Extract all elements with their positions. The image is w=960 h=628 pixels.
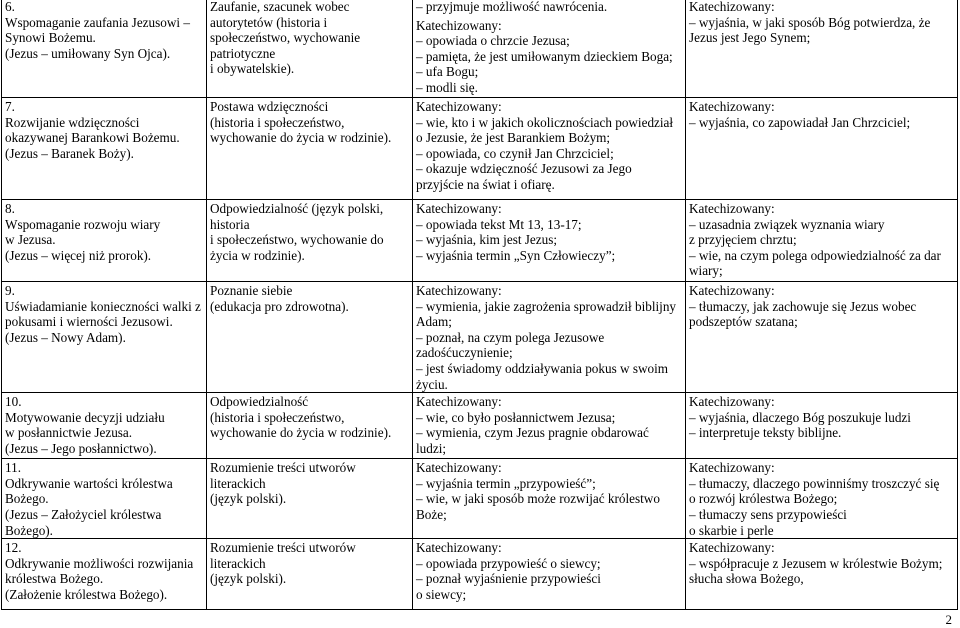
basic-requirements-cell-line: – jest świadomy oddziaływania pokus w swoim <box>416 360 668 376</box>
extended-requirements-cell-line: – tłumaczy, jak zachowuje się Jezus wobec <box>689 298 917 314</box>
basic-requirements-cell-line: – opowiada przypowieść o siewcy; <box>416 555 601 571</box>
extended-requirements-cell-line: Katechizowany: <box>689 394 775 410</box>
goals-cell-line: literackich <box>210 475 266 491</box>
basic-requirements-cell-line: Katechizowany: <box>416 99 502 114</box>
table-row <box>2 98 958 200</box>
basic-requirements-cell-line: Katechizowany: <box>416 540 502 556</box>
basic-requirements-cell-line: ludzi; <box>416 440 447 456</box>
topic-cell-line: Odkrywanie możliwości rozwijania <box>5 555 194 571</box>
basic-requirements-cell-line: – opowiada o chrzcie Jezusa; <box>416 33 570 49</box>
topic-cell <box>2 0 207 98</box>
basic-requirements-cell-line: – pamięta, że jest umiłowanym dzieckiem Boga; <box>416 48 673 64</box>
topic-cell-line: (Jezus – Założyciel królestwa <box>5 506 162 522</box>
extended-requirements-cell <box>686 200 958 282</box>
goals-cell-line: autorytetów (historia i <box>210 14 328 30</box>
topic-cell-line: 9. <box>5 283 15 298</box>
basic-requirements-cell-line: – wyjaśnia, kim jest Jezus; <box>416 232 558 248</box>
basic-requirements-cell-line: Katechizowany: <box>416 394 502 410</box>
basic-requirements-cell-line: Katechizowany: <box>416 460 502 476</box>
basic-requirements-cell-group <box>416 394 682 456</box>
goals-cell <box>207 0 413 98</box>
extended-requirements-cell-group <box>689 460 954 538</box>
goals-cell <box>207 393 413 459</box>
topic-cell-line: (Jezus – Nowy Adam). <box>5 329 126 345</box>
page-number: 2 <box>945 612 952 627</box>
basic-requirements-cell-group <box>416 18 682 96</box>
basic-requirements-cell <box>413 0 686 98</box>
goals-cell-line: Rozumienie treści utworów <box>210 460 356 476</box>
goals-cell-line: i społeczeństwo, wychowanie do <box>210 232 384 248</box>
goals-cell-line: (język polski). <box>210 491 287 507</box>
basic-requirements-cell-line: Katechizowany: <box>416 283 502 298</box>
extended-requirements-cell-line: Katechizowany: <box>689 460 775 476</box>
extended-requirements-cell-group <box>689 540 954 587</box>
goals-cell-line: (edukacja pro zdrowotna). <box>210 298 349 314</box>
extended-requirements-cell-line: słucha słowa Bożego, <box>689 571 804 587</box>
extended-requirements-cell-line: – wyjaśnia, co zapowiadał Jan Chrzciciel; <box>689 114 911 130</box>
extended-requirements-cell-line: o rozwój królestwa Bożego; <box>689 491 838 507</box>
extended-requirements-cell-line: – współpracuje z Jezusem w królestwie Bożym; <box>689 555 943 571</box>
extended-requirements-cell-group <box>689 201 954 279</box>
extended-requirements-cell-line: Katechizowany: <box>689 283 775 298</box>
basic-requirements-cell-line: Adam; <box>416 314 452 330</box>
topic-cell-line: (Jezus – Baranek Boży). <box>5 145 134 161</box>
goals-cell <box>207 282 413 393</box>
basic-requirements-cell-line: – wie, co było posłannictwem Jezusa; <box>416 409 616 425</box>
extended-requirements-cell <box>686 98 958 200</box>
basic-requirements-cell-line: – okazuje wdzięczność Jezusowi za Jego <box>416 161 632 177</box>
topic-cell-line: Uświadamianie konieczności walki z <box>5 298 201 314</box>
topic-cell-line: w Jezusa. <box>5 232 56 248</box>
table-row <box>2 459 958 539</box>
basic-requirements-cell-line: – ufa Bogu; <box>416 64 479 80</box>
basic-requirements-cell <box>413 98 686 200</box>
topic-cell-line: Bożego. <box>5 491 49 507</box>
goals-cell-line: i obywatelskie). <box>210 61 295 77</box>
basic-requirements-cell-line: zadośćuczynienie; <box>416 345 513 361</box>
topic-cell-line: Rozwijanie wdzięczności <box>5 114 140 130</box>
basic-requirements-cell-line: – opowiada, co czynił Jan Chrzciciel; <box>416 145 614 161</box>
basic-requirements-cell <box>413 200 686 282</box>
basic-requirements-cell-line: Boże; <box>416 506 447 522</box>
goals-cell <box>207 98 413 200</box>
extended-requirements-cell-line: – wie, na czym polega odpowiedzialność za dar <box>689 247 941 263</box>
goals-cell-line: (język polski). <box>210 571 287 587</box>
basic-requirements-cell-line: Katechizowany: <box>416 201 502 216</box>
basic-requirements-cell-line: Katechizowany: <box>416 17 502 33</box>
extended-requirements-cell-line: – tłumaczy, dlaczego powinniśmy troszczyć się <box>689 475 940 491</box>
topic-cell-line: Wspomaganie rozwoju wiary <box>5 216 161 232</box>
basic-requirements-cell <box>413 539 686 610</box>
extended-requirements-cell-line: – tłumaczy sens przypowieści <box>689 506 847 522</box>
basic-requirements-cell <box>413 282 686 393</box>
basic-requirements-cell-line: – poznał, na czym polega Jezusowe <box>416 329 605 345</box>
goals-cell <box>207 200 413 282</box>
extended-requirements-cell-group <box>689 394 954 441</box>
basic-requirements-cell-line: – wyjaśnia termin „przypowieść”; <box>416 475 596 491</box>
topic-cell <box>2 282 207 393</box>
goals-cell-line: (historia i społeczeństwo, <box>210 114 345 130</box>
basic-requirements-cell-line: – przyjmuje możliwość nawrócenia. <box>416 0 608 14</box>
topic-cell-line: w posłannictwie Jezusa. <box>5 425 133 441</box>
table-row <box>2 0 958 98</box>
extended-requirements-cell <box>686 459 958 539</box>
goals-cell <box>207 459 413 539</box>
goals-cell-line: wychowanie do życia w rodzinie). <box>210 130 392 146</box>
basic-requirements-cell-line: życiu. <box>416 376 448 392</box>
basic-requirements-cell-line: – wie, kto i w jakich okolicznościach powiedział <box>416 114 674 130</box>
table-row <box>2 282 958 393</box>
basic-requirements-cell-line: – wymienia, czym Jezus pragnie obdarować <box>416 425 649 441</box>
topic-cell-line: 8. <box>5 201 15 216</box>
table-row <box>2 539 958 610</box>
basic-requirements-cell-group <box>416 0 682 15</box>
extended-requirements-cell-line: wiary; <box>689 263 723 279</box>
topic-cell-line: Odkrywanie wartości królestwa <box>5 475 173 491</box>
extended-requirements-cell-line: o skarbie i perle <box>689 522 774 538</box>
goals-cell <box>207 539 413 610</box>
table-row <box>2 200 958 282</box>
curriculum-table <box>1 0 958 610</box>
basic-requirements-cell-line: – modli się. <box>416 79 478 95</box>
topic-cell-line: Motywowanie decyzji udziału <box>5 409 165 425</box>
topic-cell-line: (Jezus – Jego posłannictwo). <box>5 440 157 456</box>
topic-cell-line: (Jezus – umiłowany Syn Ojca). <box>5 45 171 61</box>
basic-requirements-cell-group <box>416 201 682 263</box>
basic-requirements-cell-line: przyjście na świat i ofiarę. <box>416 176 555 192</box>
extended-requirements-cell-line: Katechizowany: <box>689 0 775 14</box>
topic-cell-line: 6. <box>5 0 15 14</box>
goals-cell-line: literackich <box>210 555 266 571</box>
extended-requirements-cell-group <box>689 283 954 330</box>
extended-requirements-cell-group <box>689 99 954 130</box>
topic-cell-line: (Jezus – więcej niż prorok). <box>5 247 152 263</box>
topic-cell <box>2 200 207 282</box>
extended-requirements-cell <box>686 393 958 459</box>
extended-requirements-cell-line: Katechizowany: <box>689 99 775 114</box>
goals-cell-line: Poznanie siebie <box>210 283 293 298</box>
basic-requirements-cell-group <box>416 540 682 602</box>
basic-requirements-cell-line: – wie, w jaki sposób może rozwijać królestwo <box>416 491 660 507</box>
topic-cell-line: 11. <box>5 460 21 476</box>
topic-cell-line: Bożego). <box>5 522 53 538</box>
goals-cell-line: patriotyczne <box>210 45 276 61</box>
goals-cell-line: wychowanie do życia w rodzinie). <box>210 425 392 441</box>
extended-requirements-cell-line: – wyjaśnia, w jaki sposób Bóg potwierdza, że <box>689 14 931 30</box>
topic-cell-line: 10. <box>5 394 22 410</box>
goals-cell-line: Postawa wdzięczności <box>210 99 329 114</box>
goals-cell-line: Odpowiedzialność (język polski, <box>210 201 384 216</box>
extended-requirements-cell <box>686 539 958 610</box>
basic-requirements-cell <box>413 459 686 539</box>
topic-cell-line: okazywanej Barankowi Bożemu. <box>5 130 180 146</box>
basic-requirements-cell-line: – wymienia, jakie zagrożenia sprowadził biblijny <box>416 298 677 314</box>
topic-cell <box>2 459 207 539</box>
extended-requirements-cell-line: – wyjaśnia, dlaczego Bóg poszukuje ludzi <box>689 409 911 425</box>
goals-cell-line: społeczeństwo, wychowanie <box>210 30 361 46</box>
basic-requirements-cell-line: – poznał wyjaśnienie przypowieści <box>416 571 601 587</box>
basic-requirements-cell-line: – opowiada tekst Mt 13, 13-17; <box>416 216 582 232</box>
extended-requirements-cell-line: Katechizowany: <box>689 540 775 556</box>
extended-requirements-cell-line: – interpretuje teksty biblijne. <box>689 425 842 441</box>
goals-cell-line: Odpowiedzialność <box>210 394 309 410</box>
basic-requirements-cell-line: o Jezusie, że jest Barankiem Bożym; <box>416 130 611 146</box>
topic-cell-line: pokusami i wierności Jezusowi. <box>5 314 173 330</box>
basic-requirements-cell-group <box>416 460 682 522</box>
table-row <box>2 393 958 459</box>
topic-cell-line: Synowi Bożemu. <box>5 30 96 46</box>
basic-requirements-cell-line: – wyjaśnia termin „Syn Człowieczy”; <box>416 247 616 263</box>
extended-requirements-cell-line: z przyjęciem chrztu; <box>689 232 797 248</box>
extended-requirements-cell-line: Jezus jest Jego Synem; <box>689 30 811 46</box>
basic-requirements-cell-line: o siewcy; <box>416 586 467 602</box>
basic-requirements-cell <box>413 393 686 459</box>
topic-cell <box>2 539 207 610</box>
basic-requirements-cell-group <box>416 99 682 193</box>
topic-cell-line: 7. <box>5 99 15 114</box>
extended-requirements-cell-group <box>689 0 954 46</box>
topic-cell-line: królestwa Bożego. <box>5 571 104 587</box>
goals-cell-line: Zaufanie, szacunek wobec <box>210 0 350 14</box>
extended-requirements-cell-line: podszeptów szatana; <box>689 314 798 330</box>
topic-cell-line: Wspomaganie zaufania Jezusowi – <box>5 14 190 30</box>
extended-requirements-cell-line: – uzasadnia związek wyznania wiary <box>689 216 885 232</box>
extended-requirements-cell-line: Katechizowany: <box>689 201 775 216</box>
goals-cell-line: życia w rodzinie). <box>210 247 305 263</box>
topic-cell <box>2 98 207 200</box>
goals-cell-line: Rozumienie treści utworów <box>210 540 356 556</box>
topic-cell-line: (Założenie królestwa Bożego). <box>5 586 168 602</box>
goals-cell-line: historia <box>210 216 250 232</box>
basic-requirements-cell-group <box>416 283 682 392</box>
goals-cell-line: (historia i społeczeństwo, <box>210 409 345 425</box>
extended-requirements-cell <box>686 0 958 98</box>
extended-requirements-cell <box>686 282 958 393</box>
topic-cell <box>2 393 207 459</box>
topic-cell-line: 12. <box>5 540 22 556</box>
